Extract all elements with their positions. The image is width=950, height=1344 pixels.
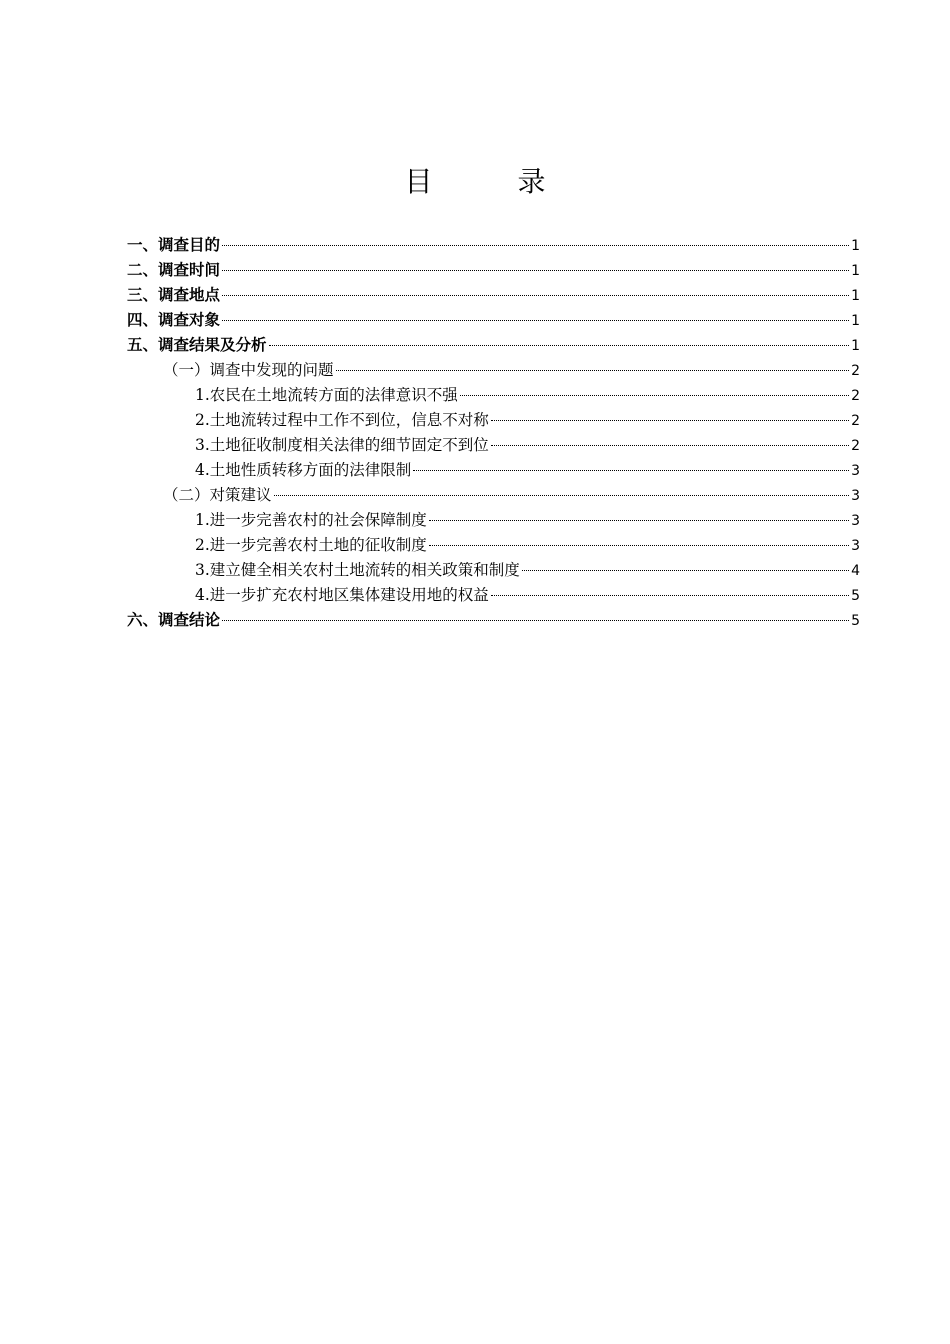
toc-entry[interactable] (127, 458, 860, 483)
dot-leader (522, 570, 849, 571)
toc-entry-text: 2.进一步完善农村土地的征收制度 (195, 536, 427, 554)
toc-entry[interactable] (127, 283, 860, 308)
toc-entry-text: 四、调查对象 (127, 311, 221, 329)
dot-leader (274, 495, 850, 496)
toc-page-number: 3 (851, 463, 860, 479)
toc-entry[interactable] (127, 608, 860, 633)
dot-leader (491, 595, 849, 596)
toc-entry[interactable] (127, 258, 860, 283)
toc-entry-text: 3.土地征收制度相关法律的细节固定不到位 (195, 436, 489, 454)
toc-entry-text: 4.进一步扩充农村地区集体建设用地的权益 (195, 586, 489, 604)
toc-page-number: 2 (851, 438, 860, 454)
dot-leader (222, 320, 849, 321)
dot-leader (336, 370, 850, 371)
toc-entry-text: 3.建立健全相关农村土地流转的相关政策和制度 (195, 561, 520, 579)
toc-entry-text: 2.土地流转过程中工作不到位，信息不对称 (195, 411, 489, 429)
toc-entry-text: 4.土地性质转移方面的法律限制 (195, 461, 412, 479)
toc-entry[interactable] (127, 233, 860, 258)
toc-entry[interactable] (127, 333, 860, 358)
dot-leader (460, 395, 849, 396)
toc-entry[interactable] (127, 533, 860, 558)
toc-entry-text: 二、调查时间 (127, 261, 221, 279)
table-of-contents (127, 233, 860, 633)
dot-leader (429, 545, 849, 546)
dot-leader (222, 620, 849, 621)
dot-leader (222, 295, 849, 296)
dot-leader (222, 245, 849, 246)
toc-entry-text: 一、调查目的 (127, 236, 221, 254)
toc-page-number: 1 (851, 238, 860, 254)
toc-entry[interactable] (127, 508, 860, 533)
toc-page-number: 1 (851, 288, 860, 304)
dot-leader (429, 520, 849, 521)
dot-leader (491, 445, 849, 446)
toc-page-number: 5 (851, 588, 860, 604)
toc-page-number: 3 (851, 513, 860, 529)
toc-entry[interactable] (127, 308, 860, 333)
toc-page-number: 1 (851, 263, 860, 279)
toc-entry-text: （一）调查中发现的问题 (163, 361, 334, 379)
dot-leader (222, 270, 849, 271)
dot-leader (491, 420, 849, 421)
toc-page-number: 1 (851, 338, 860, 354)
toc-entry-text: 五、调查结果及分析 (127, 336, 267, 354)
toc-page-number: 3 (851, 538, 860, 554)
toc-entry[interactable] (127, 483, 860, 508)
dot-leader (269, 345, 850, 346)
toc-page-number: 4 (851, 563, 860, 579)
toc-entry-text: （二）对策建议 (163, 486, 272, 504)
toc-title: 目 录 (404, 165, 584, 198)
toc-entry[interactable] (127, 358, 860, 383)
toc-entry-text: 六、调查结论 (127, 611, 221, 629)
dot-leader (413, 470, 849, 471)
toc-page-number: 5 (851, 613, 860, 629)
toc-page-number: 2 (851, 388, 860, 404)
toc-entry-text: 1.农民在土地流转方面的法律意识不强 (195, 386, 458, 404)
toc-page-number: 2 (851, 413, 860, 429)
toc-entry-text: 三、调查地点 (127, 286, 221, 304)
toc-page-number: 3 (851, 488, 860, 504)
toc-page-number: 2 (851, 363, 860, 379)
toc-entry[interactable] (127, 383, 860, 408)
toc-entry[interactable] (127, 583, 860, 608)
toc-entry[interactable] (127, 558, 860, 583)
toc-entry-text: 1.进一步完善农村的社会保障制度 (195, 511, 427, 529)
toc-page-number: 1 (851, 313, 860, 329)
toc-entry[interactable] (127, 433, 860, 458)
toc-entry[interactable] (127, 408, 860, 433)
